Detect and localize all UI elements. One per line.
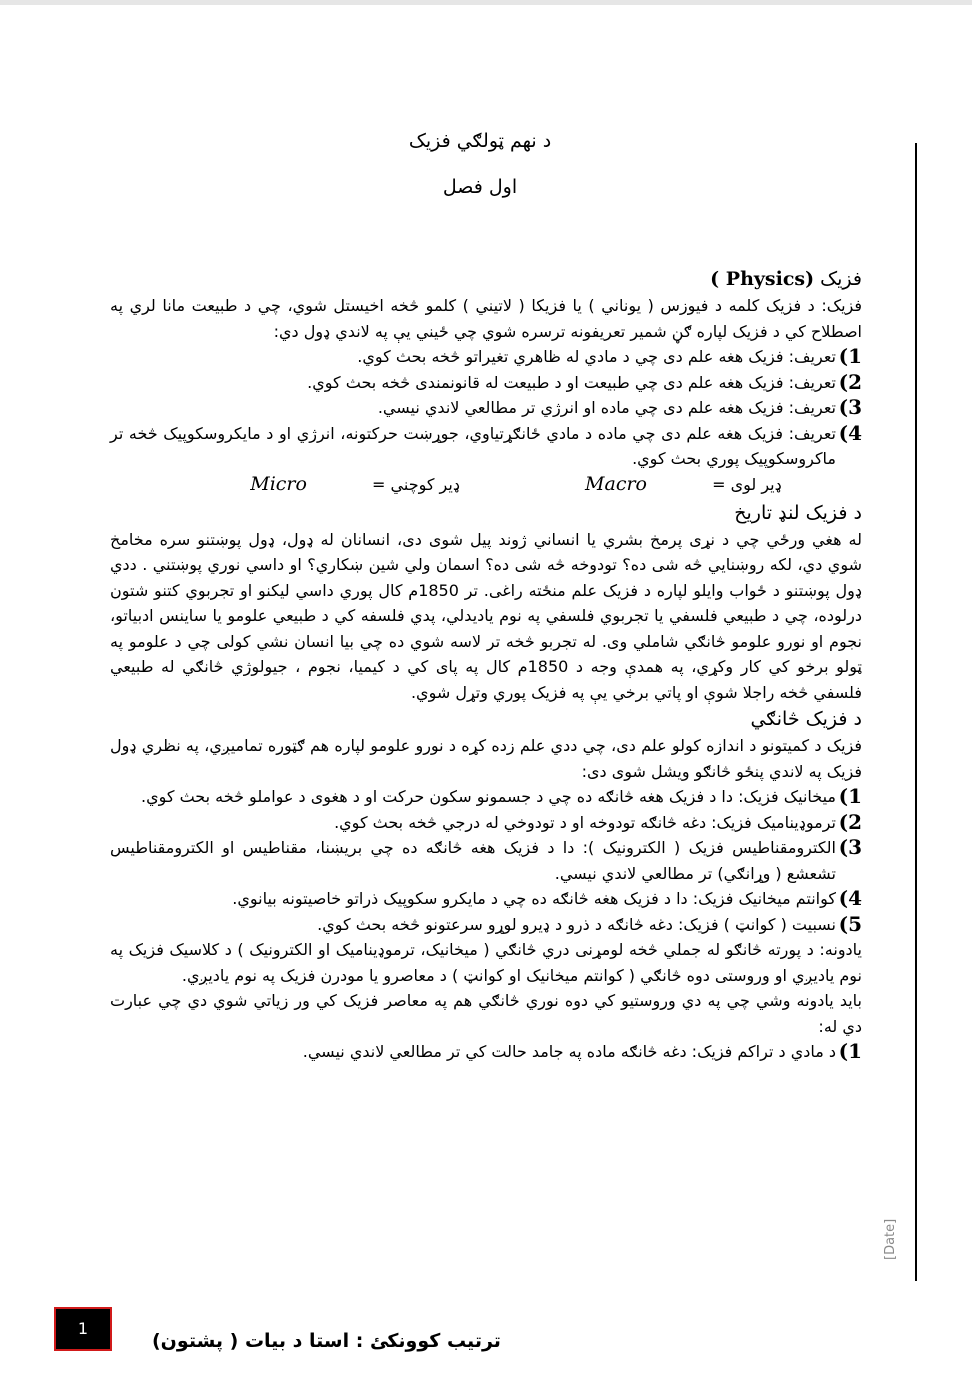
list-text: الکترومقناطیس فزیک ( الکترونیک ): دا د فزیک هغه څانګه ده چي بریښنا، مقناطیس او الکترومقناطیس تشعشع ( وړانګي) تر مطالعي لاندي نیسي.: [110, 838, 836, 883]
list-number: 1): [838, 1039, 862, 1063]
heading-english: ( Physics): [710, 268, 815, 290]
list-item: [110, 886, 862, 912]
list-number: 5): [838, 911, 862, 936]
branches-intro-paragraph: فزیک د کمیتونو د اندازه کولو علم دی، چي ددي علم زده کړه د نورو علومو لپاره هم ګټوره تماميږي، په نظري ډول فزیک په لاندي پنځو څانګو ویشل شوی دی:: [110, 736, 862, 781]
section-heading-physics: فزیک ( Physics): [710, 268, 862, 290]
page-title: د نهم ټولګي فزیک: [408, 130, 552, 152]
list-number: 1): [838, 784, 862, 808]
macro-term: ډیر لوی = Macro: [585, 472, 782, 495]
list-text: نسبیت ( کوانټ ) فزیک: دغه څانګه د ذرو د ډیرو لوړو سرعتونو څخه بحث کوي.: [317, 914, 836, 934]
list-number: 3): [838, 395, 862, 419]
chapter-title: اول فصل: [442, 176, 518, 198]
list-text: تعریف: فزیک هغه علم دی چي د مادي له ظاهري تغیراتو څخه بحث کوي.: [357, 347, 836, 366]
physics-intro-paragraph: فزیک: د فزیک کلمه د فیوزس ( یوناني ) یا فزیکا ( لاتیني ) کلمو څخه اخیستل شوي، چي د طبیعت مانا لري په اصطلاح کي د فزیک لپاره ګڼ شمیر تعریفونه ترسره شوي چي ځیني یې په لاندي ډول دي:: [110, 296, 862, 341]
list-text: تعریف: فزیک هغه علم دی چي ماده او انرژي تر مطالعي لاندي نیسي.: [377, 398, 836, 417]
list-item: [110, 784, 862, 810]
list-item: [110, 1039, 862, 1065]
list-number: 2): [838, 809, 862, 834]
list-number: 3): [838, 835, 862, 859]
footer-credit: ترتیب کوونکئ : استا د بیات ( پشتون): [152, 1330, 501, 1352]
list-item: [110, 912, 862, 938]
list-text: کوانتم میخانیک فزیک: دا د فزیک هغه څانګه ده چي د مایکرو سکوپیک ذراتو خاصیتونه بیانوي.: [232, 889, 836, 908]
list-number: 4): [838, 886, 862, 910]
list-item: [110, 344, 862, 370]
list-item: [110, 810, 862, 836]
list-text: تعریف: فزیک هغه علم دی چي ماده د مادي ځانګړتیاوي، جوړښت حرکتونه، انرژي او د مایکروسکوپیک څخه تر ماکروسکوپیک پوري بحث کوي.: [110, 423, 836, 468]
section-heading-branches: د فزیک څانګي: [750, 708, 862, 730]
macro-micro-formula: [110, 472, 862, 499]
list-item: [110, 395, 862, 421]
date-placeholder: [Date]: [883, 1218, 898, 1260]
note-paragraph: یادونه: د پورته څانګو له جملي څخه لومړنی دري څانګي ( میخانیک، ترموډینامیک او الکترونیک ) د کلاسیک فزیک په نوم یادیږي او وروستی دوه څانګي ( کوانتم میخانیک او کوانټ ) د معاصرو یا مودرن فزیک په نوم یادیږي.: [110, 940, 862, 985]
list-number: 2): [838, 369, 862, 394]
micro-term: ډیر کوچني = Micro: [250, 472, 460, 495]
list-item: [110, 370, 862, 396]
list-text: ترموډینامیک فزیک: دغه څانګه تودوخه او د تودوخي له درجي څخه بحث کوي.: [334, 812, 836, 832]
list-text: میخانیک فزیک: دا د فزیک هغه څانګه ده چي د جسمونو سکون حرکت او د هغوی د عواملو څخه بحث کوي.: [141, 787, 836, 806]
list-item: [110, 835, 862, 886]
history-paragraph: له هغي ورځي چي د نړی پرمخ بشري یا انساني ژوند پیل شوی دی، انسانان له ډول، ډول پوښتنو سره مخامخ شوي دي، لکه روښنایي څه شی ده؟ تودوخه څه شی ده؟ اسمان ولي شین ښکاري؟ او داسي نوري پوښتني . ددي ډول پوښتنو د ځواب وایلو لپاره د فزیک علم منځته راغی. تر 1850م کال پوري داسي لیکنو او تجربوي کتنو شتون درلوده، چي د طبیعي فلسفي یا تجربوي فلسفي په نوم یادیدلي، پدي فلسفه کي د طبیعي علومو یا ساینس ادبیاتو، نجوم او نورو علومو څانګي شاملي وی. له تجربو څخه تر لاسه شوي ده چي بیا انسان نشي کولی چي د علومو په ټولو برخو کي کار وکړي، په همدې وجه د 1850م کال په پای کي د کیمیا، نجوم ، جیولوژي څانګي له طبیعي فلسفي څخه راجلا شوې او پاتي برخي یې په فزیک پوري وتړل شوي.: [110, 529, 863, 702]
list-item: [110, 421, 862, 472]
document-body: [110, 265, 862, 1065]
list-number: 4): [838, 420, 862, 445]
top-edge-bar: [0, 0, 972, 5]
note-paragraph: باید یادونه وشي چي په دي وروستیو کي دوه نوري څانګي هم په معاصر فزیک کي ور زیاتي شوي دي چي عبارت دي له:: [110, 991, 862, 1036]
list-number: 1): [838, 344, 862, 368]
margin-rule: [915, 143, 917, 1281]
list-text: تعریف: فزیک هغه علم دی چي طبیعت او د طبیعت له قانونمندی څخه بحث کوي.: [307, 372, 836, 392]
list-text: د مادي د تراکم فزیک: دغه څانګه ماده په جامد حالت کي تر مطالعي لاندي نیسي.: [302, 1042, 836, 1061]
section-heading-history: د فزیک لنډ تاریخ: [734, 501, 862, 524]
page-number-badge: 1: [54, 1307, 112, 1351]
